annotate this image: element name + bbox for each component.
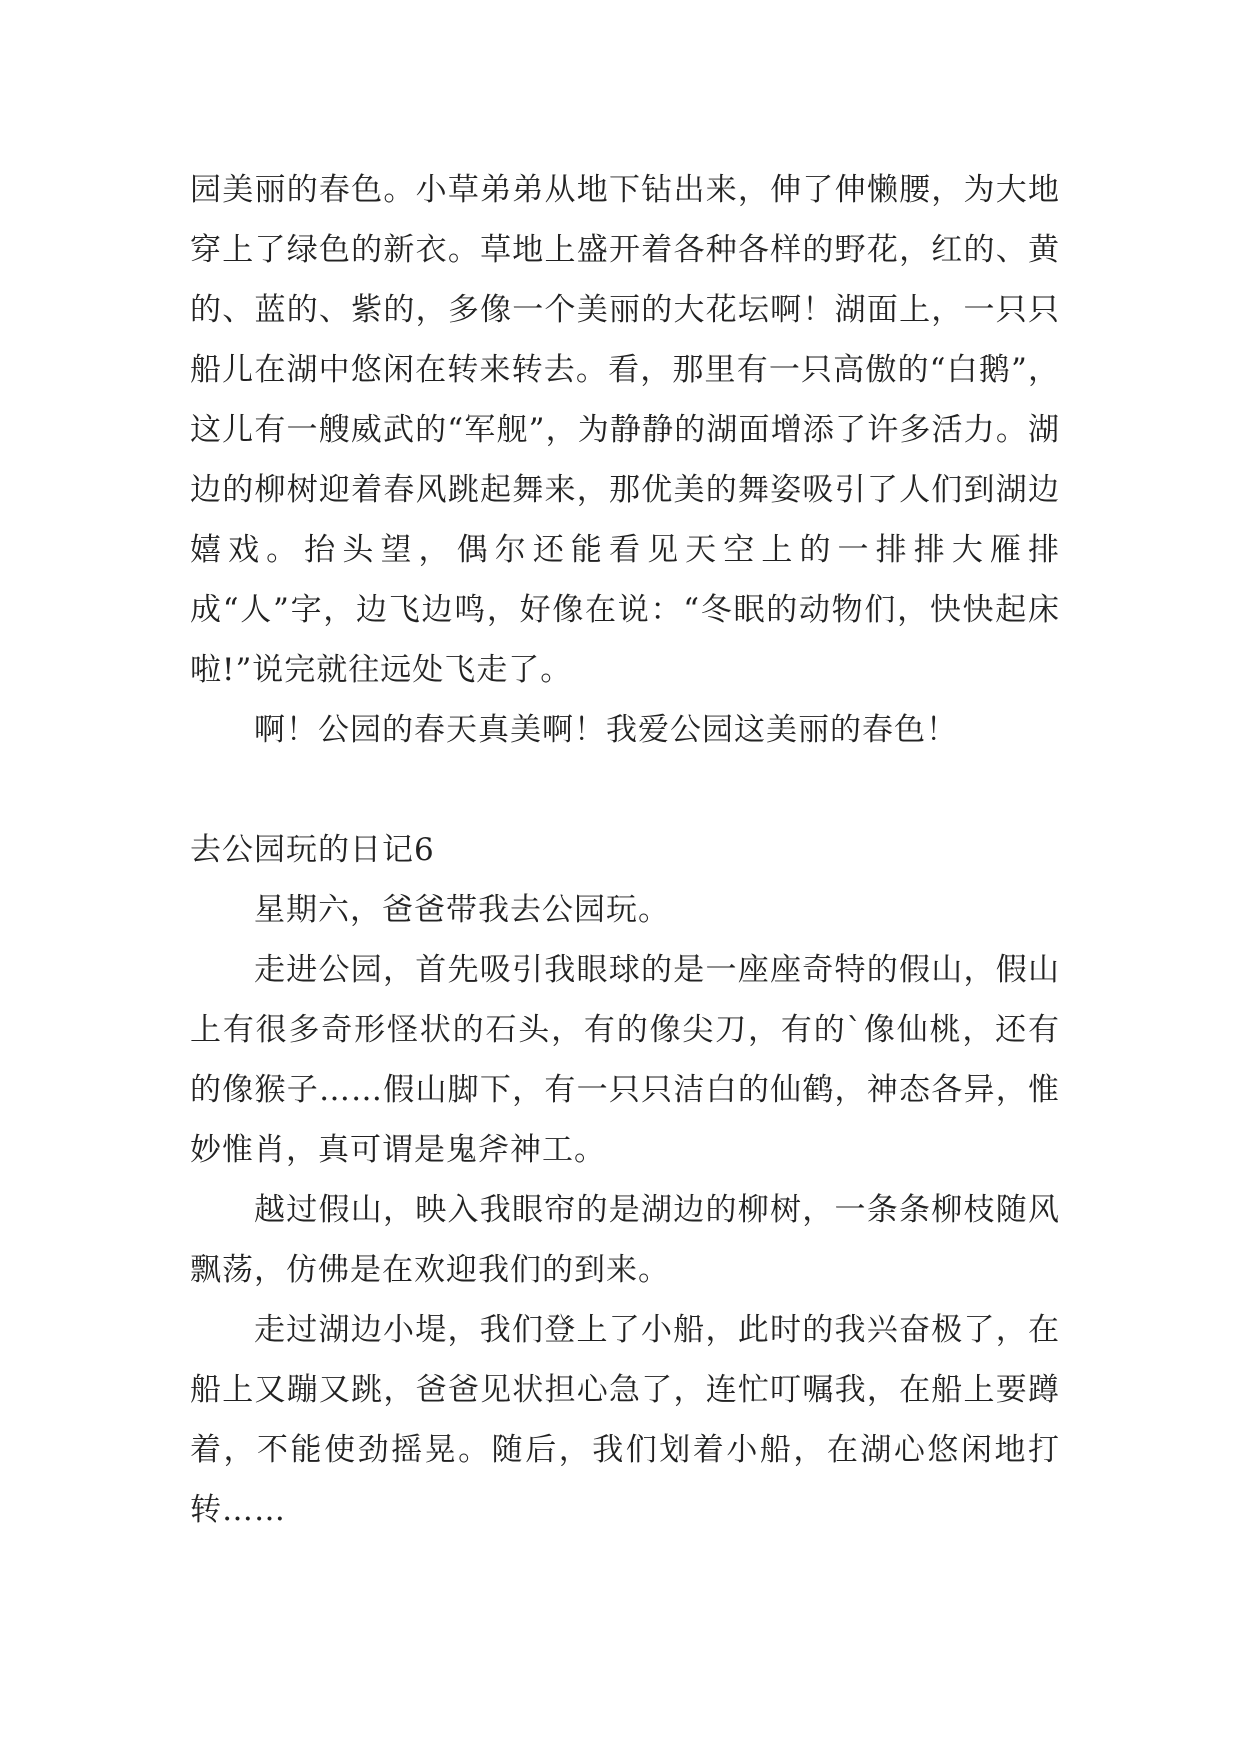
paragraph-willows: 越过假山，映入我眼帘的是湖边的柳树，一条条柳枝随风飘荡，仿佛是在欢迎我们的到来。 <box>190 1192 1060 1288</box>
paragraph-boat: 走过湖边小堤，我们登上了小船，此时的我兴奋极了，在船上又蹦又跳，爸爸见状担心急了，连忙叮嘱我，在船上要蹲着，不能使劲摇晃。随后，我们划着小船，在湖心悠闲地打转…… <box>190 1312 1060 1528</box>
paragraph-exclamation: 啊！公园的春天真美啊！我爱公园这美丽的春色！ <box>254 712 958 748</box>
section-title: 去公园玩的日记6 <box>190 832 435 868</box>
document-body <box>190 160 1060 1540</box>
paragraph-rockery: 走进公园，首先吸引我眼球的是一座座奇特的假山，假山上有很多奇形怪状的石头，有的像尖刀，有的`像仙桃，还有的像猴子……假山脚下，有一只只洁白的仙鹤，神态各异，惟妙惟肖，真可谓是鬼斧神工。 <box>190 952 1060 1168</box>
paragraph-saturday: 星期六，爸爸带我去公园玩。 <box>254 892 670 928</box>
paragraph-park-spring: 园美丽的春色。小草弟弟从地下钻出来，伸了伸懒腰，为大地穿上了绿色的新衣。草地上盛开着各种各样的野花，红的、黄的、蓝的、紫的，多像一个美丽的大花坛啊！湖面上，一只只船儿在湖中悠闲在转来转去。看，那里有一只高傲的“白鹅”，这儿有一艘威武的“军舰”，为静静的湖面增添了许多活力。湖边的柳树迎着春风跳起舞来，那优美的舞姿吸引了人们到湖边嬉戏。抬头望，偶尔还能看见天空上的一排排大雁排成“人”字，边飞边鸣，好像在说：“冬眠的动物们，快快起床啦!”说完就往远处飞走了。 <box>190 172 1060 688</box>
